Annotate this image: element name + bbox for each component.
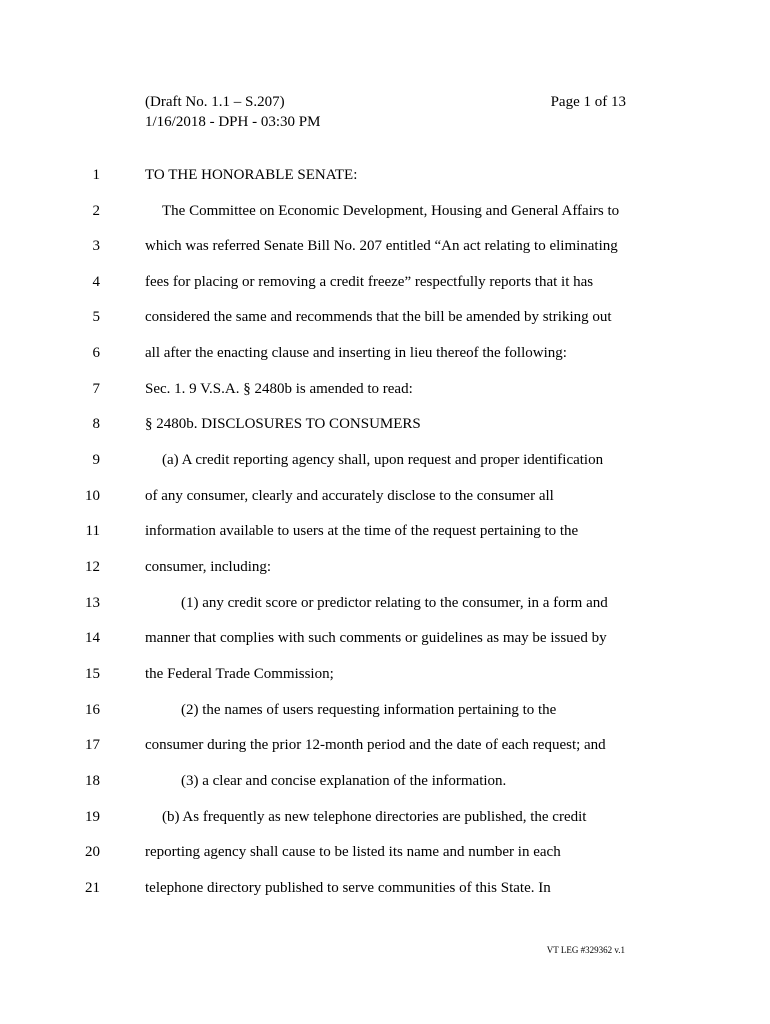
line-text: (2) the names of users requesting information pertaining to the [181, 702, 557, 718]
line-text: (3) a clear and concise explanation of the information. [181, 773, 507, 789]
line-number: 17 [85, 737, 100, 753]
line-number: 21 [85, 880, 100, 896]
line-text: Sec. 1. 9 V.S.A. § 2480b is amended to read: [145, 381, 413, 397]
line-text: of any consumer, clearly and accurately disclose to the consumer all [145, 488, 554, 504]
document-line [0, 379, 770, 399]
line-number: 20 [85, 844, 100, 860]
line-text: the Federal Trade Commission; [145, 666, 334, 682]
document-line [0, 735, 770, 755]
line-number: 5 [92, 309, 100, 325]
line-number: 6 [92, 345, 100, 361]
document-line [0, 628, 770, 648]
line-text: which was referred Senate Bill No. 207 entitled “An act relating to eliminating [145, 238, 618, 254]
line-text: all after the enacting clause and inserting in lieu thereof the following: [145, 345, 567, 361]
line-number: 13 [85, 595, 100, 611]
line-number: 19 [85, 809, 100, 825]
line-text: fees for placing or removing a credit freeze” respectfully reports that it has [145, 274, 594, 290]
document-line [0, 272, 770, 292]
line-text: (a) A credit reporting agency shall, upon request and proper identification [162, 452, 604, 468]
line-text: reporting agency shall cause to be listed its name and number in each [145, 844, 561, 860]
document-line [0, 842, 770, 862]
line-number: 3 [92, 238, 100, 254]
draft-datetime: 1/16/2018 - DPH - 03:30 PM [145, 114, 321, 130]
line-text: The Committee on Economic Development, Housing and General Affairs to [162, 203, 620, 219]
document-line [0, 236, 770, 256]
document-line [0, 807, 770, 827]
line-text: consumer, including: [145, 559, 272, 575]
document-line [0, 878, 770, 898]
document-line [0, 414, 770, 434]
page-header-left [145, 92, 320, 132]
page-number: Page 1 of 13 [550, 94, 626, 110]
line-text: consumer during the prior 12-month period and the date of each request; and [145, 737, 606, 753]
document-line [0, 486, 770, 506]
line-text: telephone directory published to serve communities of this State. In [145, 880, 551, 896]
document-line [0, 521, 770, 541]
line-number: 7 [92, 381, 100, 397]
line-text: § 2480b. DISCLOSURES TO CONSUMERS [145, 416, 421, 432]
line-number: 10 [85, 488, 100, 504]
line-number: 1 [92, 167, 100, 183]
document-line [0, 557, 770, 577]
document-line [0, 165, 770, 185]
document-line [0, 593, 770, 613]
line-number: 8 [92, 416, 100, 432]
line-number: 9 [92, 452, 100, 468]
document-line [0, 664, 770, 684]
document-line [0, 700, 770, 720]
document-line [0, 771, 770, 791]
line-number: 14 [85, 630, 100, 646]
line-number: 12 [85, 559, 100, 575]
line-text: (b) As frequently as new telephone directories are published, the credit [162, 809, 587, 825]
line-number: 4 [92, 274, 100, 290]
document-line [0, 450, 770, 470]
line-number: 2 [92, 203, 100, 219]
line-text: considered the same and recommends that the bill be amended by striking out [145, 309, 612, 325]
line-number: 11 [85, 523, 100, 539]
line-text: (1) any credit score or predictor relating to the consumer, in a form and [181, 595, 608, 611]
document-footer-id: VT LEG #329362 v.1 [546, 945, 625, 955]
document-line [0, 343, 770, 363]
line-text: information available to users at the time of the request pertaining to the [145, 523, 579, 539]
line-number: 18 [85, 773, 100, 789]
line-text: manner that complies with such comments or guidelines as may be issued by [145, 630, 607, 646]
line-number: 15 [85, 666, 100, 682]
draft-label: (Draft No. 1.1 – S.207) [145, 94, 285, 110]
line-text: TO THE HONORABLE SENATE: [145, 167, 358, 183]
document-line [0, 307, 770, 327]
line-number: 16 [85, 702, 100, 718]
document-line [0, 201, 770, 221]
